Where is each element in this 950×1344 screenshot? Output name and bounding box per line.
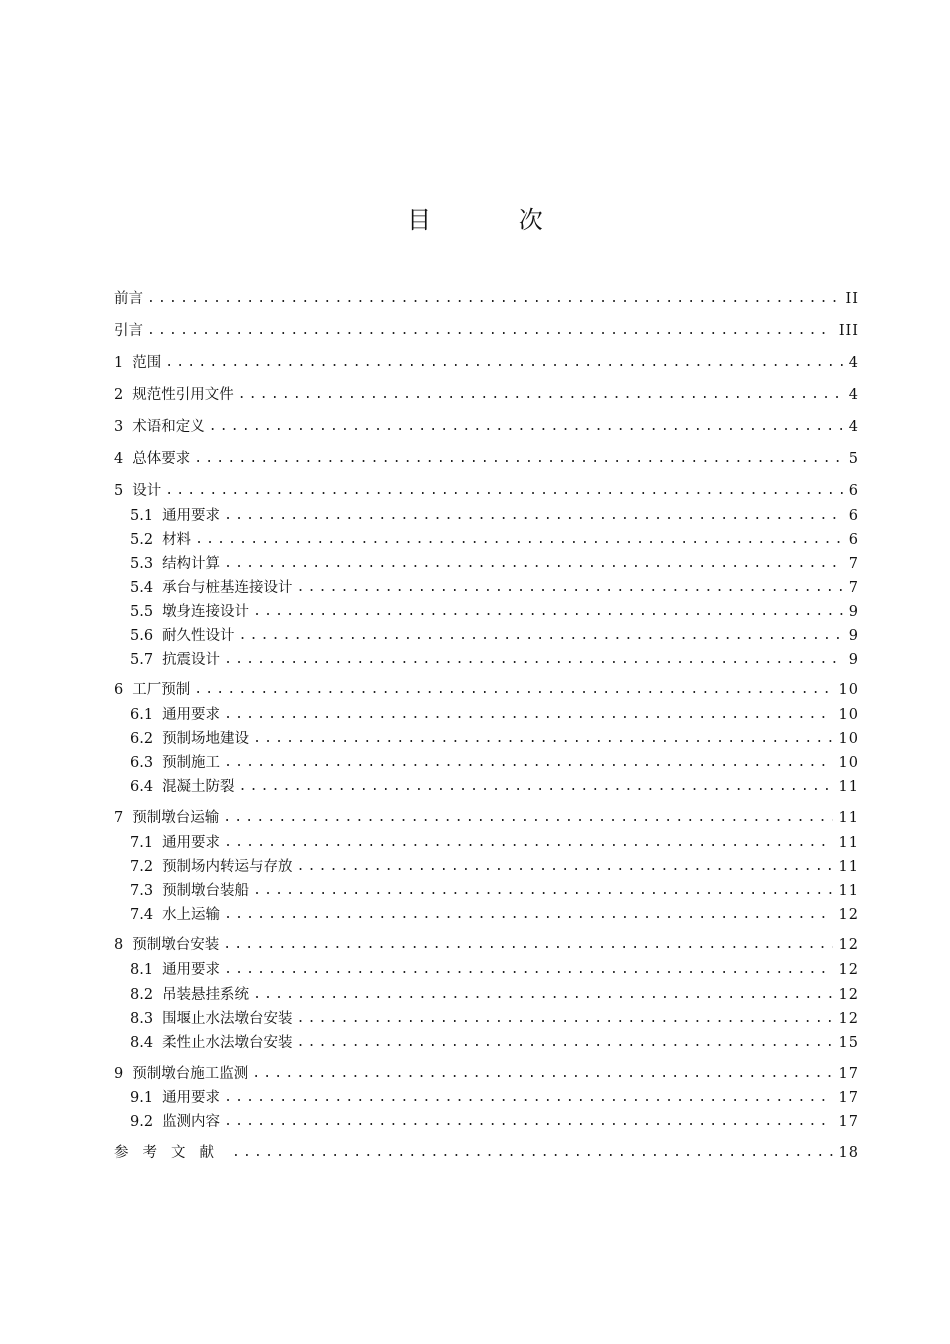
toc-entry-number: 9 [114,1066,124,1082]
toc-entry-page: 10 [838,707,859,723]
toc-entry[interactable] [130,578,859,598]
toc-entry-page: 11 [838,810,859,826]
toc-entry-page: II [845,291,859,307]
toc-entry-label: 术语和定义 [132,419,205,435]
toc-entry-page: 9 [848,652,859,668]
toc-title: 目 次 [407,206,583,234]
toc-entry-number: 6.4 [130,779,154,795]
toc-entry-label: 预制施工 [162,755,221,771]
toc-entry-page: 12 [838,907,859,923]
toc-entry-page: 5 [848,451,859,467]
toc-entry[interactable] [114,808,859,828]
toc-entry[interactable] [114,1143,859,1163]
toc-entry[interactable] [114,385,859,405]
toc-dot-leader [297,857,833,877]
toc-entry[interactable] [130,985,859,1005]
toc-entry-number: 6.2 [130,731,154,747]
toc-entry-label: 通用要求 [162,962,221,978]
toc-dot-leader [297,1009,833,1029]
toc-entry[interactable] [130,506,859,526]
toc-entry-label: 预制墩台施工监测 [132,1066,249,1082]
toc-dot-leader [194,449,843,469]
toc-entry[interactable] [130,530,859,550]
toc-entry-number: 5.3 [130,556,154,572]
toc-entry-number: 5.2 [130,532,154,548]
toc-entry-label: 抗震设计 [162,652,221,668]
toc-entry-number: 8 [114,937,124,953]
toc-entry-label: 总体要求 [132,451,191,467]
toc-dot-leader [224,650,843,670]
toc-entry-label: 围堰止水法墩台安装 [162,1011,293,1027]
toc-entry-number: 6.1 [130,707,154,723]
toc-dot-leader [232,1143,833,1163]
toc-entry-page: 4 [848,387,859,403]
toc-entry-label: 预制墩台装船 [162,883,250,899]
toc-entry-page: 18 [838,1145,859,1161]
toc-dot-leader [165,353,843,373]
toc-entry-number: 8.4 [130,1035,154,1051]
toc-entry-number: 9.1 [130,1090,154,1106]
toc-dot-leader [195,530,843,550]
toc-entry[interactable] [130,833,859,853]
toc-entry[interactable] [130,602,859,622]
toc-entry-page: 15 [838,1035,859,1051]
toc-entry-label: 预制墩台安装 [132,937,220,953]
toc-entry[interactable] [130,705,859,725]
toc-entry-number: 1 [114,355,124,371]
toc-entry-page: III [838,323,859,339]
toc-entry[interactable] [130,960,859,980]
toc-entry[interactable] [114,935,859,955]
toc-entry-label: 参考文献 [114,1145,228,1161]
toc-dot-leader [224,554,843,574]
toc-dot-leader [252,1064,832,1084]
toc-entry-number: 5.6 [130,628,154,644]
toc-entry-number: 7.4 [130,907,154,923]
toc-entry-label: 前言 [114,291,143,307]
toc-entry-page: 9 [848,604,859,620]
toc-dot-leader [297,1033,833,1053]
toc-dot-leader [165,481,843,501]
toc-entry-page: 12 [838,1011,859,1027]
toc-entry-label: 柔性止水法墩台安装 [162,1035,293,1051]
toc-dot-leader [223,808,832,828]
toc-entry-label: 预制场地建设 [162,731,250,747]
toc-dot-leader [194,680,832,700]
toc-dot-leader [238,385,843,405]
toc-entry[interactable] [114,481,859,501]
toc-entry[interactable] [114,449,859,469]
toc-dot-leader [253,602,843,622]
toc-entry-label: 材料 [162,532,192,548]
toc-dot-leader [224,905,832,925]
toc-entry-page: 11 [838,859,859,875]
toc-entry-page: 12 [838,937,859,953]
toc-dot-leader [147,289,840,309]
toc-entry-number: 7.3 [130,883,154,899]
toc-entry[interactable] [130,905,859,925]
toc-dot-leader [224,1088,832,1108]
toc-entry[interactable] [114,1064,859,1084]
toc-entry-label: 预制墩台运输 [132,810,220,826]
toc-entry-number: 8.1 [130,962,154,978]
toc-entry-page: 17 [838,1090,859,1106]
toc-entry-page: 10 [838,755,859,771]
toc-entry-label: 监测内容 [162,1114,221,1130]
toc-entry-number: 6.3 [130,755,154,771]
toc-entry-number: 5.4 [130,580,154,596]
toc-entry-label: 工厂预制 [132,682,191,698]
toc-entry-label: 墩身连接设计 [162,604,250,620]
toc-entry-number: 7.2 [130,859,154,875]
toc-dot-leader [224,960,832,980]
toc-entry-label: 吊装悬挂系统 [162,987,250,1003]
toc-entry-label: 规范性引用文件 [132,387,234,403]
toc-entry-number: 5.1 [130,508,154,524]
toc-entry[interactable] [130,729,859,749]
toc-entry-page: 6 [848,483,859,499]
toc-entry-label: 通用要求 [162,1090,221,1106]
toc-entry[interactable] [130,650,859,670]
toc-entry[interactable] [130,554,859,574]
toc-entry-number: 4 [114,451,124,467]
toc-dot-leader [223,935,832,955]
toc-entry-label: 设计 [132,483,162,499]
toc-entry[interactable] [114,417,859,437]
toc-entry-number: 3 [114,419,124,435]
toc-entry-label: 混凝土防裂 [162,779,235,795]
toc-entry-number: 5.5 [130,604,154,620]
toc-dot-leader [253,881,832,901]
toc-dot-leader [239,626,843,646]
toc-entry-page: 17 [838,1066,859,1082]
toc-entry-page: 6 [848,532,859,548]
toc-entry[interactable] [130,1112,859,1132]
toc-entry[interactable] [130,1033,859,1053]
toc-entry-label: 通用要求 [162,835,221,851]
toc-entry-page: 10 [838,682,859,698]
toc-entry-number: 6 [114,682,124,698]
toc-entry-page: 7 [848,580,859,596]
toc-entry-page: 4 [848,419,859,435]
toc-entry-label: 范围 [132,355,162,371]
toc-entry-label: 通用要求 [162,707,221,723]
toc-entry-number: 7.1 [130,835,154,851]
toc-dot-leader [253,729,832,749]
toc-entry-page: 7 [848,556,859,572]
toc-dot-leader [253,985,832,1005]
toc-dot-leader [224,833,832,853]
toc-entry-number: 5 [114,483,124,499]
toc-entry-page: 4 [848,355,859,371]
toc-entry[interactable] [130,753,859,773]
toc-entry-label: 耐久性设计 [162,628,235,644]
toc-entry[interactable] [114,680,859,700]
toc-entry-page: 11 [838,835,859,851]
toc-dot-leader [209,417,843,437]
toc-dot-leader [224,705,832,725]
toc-entry-page: 17 [838,1114,859,1130]
toc-entry-page: 6 [848,508,859,524]
toc-entry[interactable] [130,626,859,646]
toc-entry[interactable] [130,777,859,797]
toc-dot-leader [239,777,833,797]
toc-entry-page: 12 [838,962,859,978]
toc-entry[interactable] [114,353,859,373]
toc-entry-number: 8.2 [130,987,154,1003]
toc-entry[interactable] [130,857,859,877]
toc-dot-leader [224,506,843,526]
toc-entry-page: 10 [838,731,859,747]
toc-entry-number: 5.7 [130,652,154,668]
toc-dot-leader [224,753,832,773]
toc-entry-number: 7 [114,810,124,826]
toc-entry-label: 水上运输 [162,907,221,923]
toc-entry-number: 8.3 [130,1011,154,1027]
toc-entry-label: 承台与桩基连接设计 [162,580,293,596]
toc-entry[interactable] [114,289,859,309]
toc-entry-page: 11 [838,883,859,899]
toc-dot-leader [297,578,843,598]
toc-entry-page: 12 [838,987,859,1003]
toc-entry[interactable] [130,1009,859,1029]
toc-entry[interactable] [130,1088,859,1108]
toc-entry-number: 9.2 [130,1114,154,1130]
toc-entry[interactable] [130,881,859,901]
toc-dot-leader [224,1112,832,1132]
toc-entry-page: 11 [838,779,859,795]
toc-entry-page: 9 [848,628,859,644]
toc-entry-label: 引言 [114,323,143,339]
toc-entry[interactable] [114,321,859,341]
toc-entry-label: 通用要求 [162,508,221,524]
toc-entry-label: 预制场内转运与存放 [162,859,293,875]
toc-entry-label: 结构计算 [162,556,221,572]
toc-dot-leader [147,321,833,341]
toc-entry-number: 2 [114,387,124,403]
